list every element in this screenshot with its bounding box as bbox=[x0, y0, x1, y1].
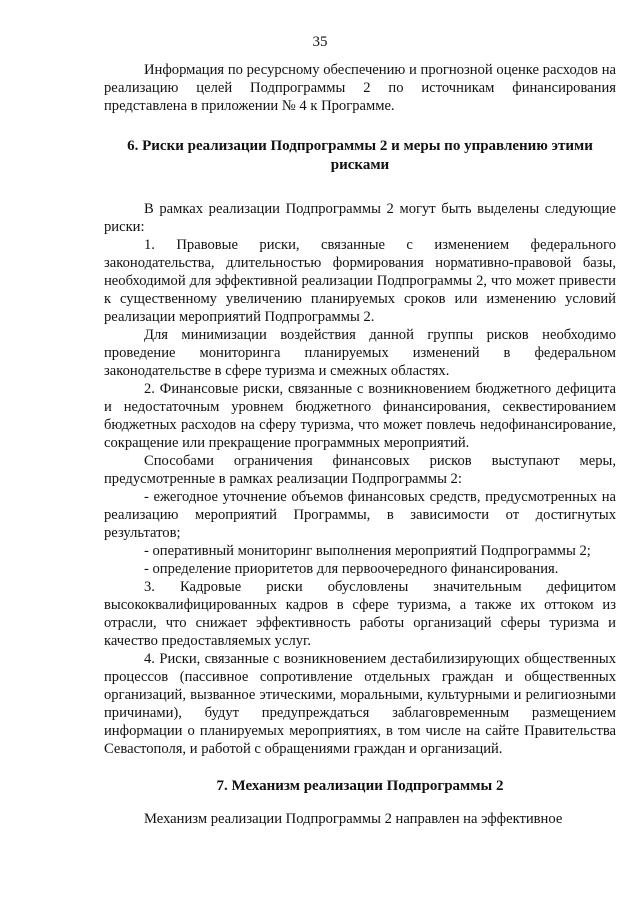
paragraph: 3. Кадровые риски обусловлены значительным дефицитом высококвалифицированных кадров в сфере туризма, а также их оттоком из отрасли, что снижает эффективность работы организаций сферы туризма и качество предоставляемых услуг. bbox=[104, 579, 616, 649]
paragraph: 4. Риски, связанные с возникновением дестабилизирующих общественных процессов (пассивное сопротивление отдельных граждан и общественных организаций, вызванное этическими, моральными, культурными и религиозными причинами), будут предупреждаться заблаговременным размещением информации о планируемых мероприятиях, в том числе на сайте Правительства Севастополя, и работой с обращениями граждан и организаций. bbox=[104, 651, 616, 757]
list-item: - определение приоритетов для первоочередного финансирования. bbox=[144, 561, 559, 577]
list-item: - ежегодное уточнение объемов финансовых средств, предусмотренных на реализацию мероприятий Программы, в зависимости от достигнутых результатов; bbox=[104, 489, 616, 541]
paragraph: Для минимизации воздействия данной группы рисков необходимо проведение мониторинга планируемых изменений в федеральном законодательстве в сфере туризма и смежных областях. bbox=[104, 327, 616, 379]
page-number: 35 bbox=[312, 34, 328, 50]
paragraph: 2. Финансовые риски, связанные с возникновением бюджетного дефицита и недостаточным уровнем бюджетного финансирования, секвестированием бюджетных расходов на сферу туризма, что может повлечь недофинансирование, сокращение или прекращение программных мероприятий. bbox=[104, 381, 616, 451]
list-item: - оперативный мониторинг выполнения мероприятий Подпрограммы 2; bbox=[144, 543, 591, 559]
paragraph: 1. Правовые риски, связанные с изменением федерального законодательства, длительностью формирования нормативно-правовой базы, необходимой для эффективной реализации Подпрограммы 2, что может привести к существенному увеличению планируемых сроков или изменению условий реализации мероприятий Подпрограммы 2. bbox=[104, 237, 616, 325]
paragraph: Механизм реализации Подпрограммы 2 направлен на эффективное bbox=[144, 811, 563, 827]
section-7-heading: 7. Механизм реализации Подпрограммы 2 bbox=[216, 778, 504, 794]
document-body bbox=[104, 61, 616, 828]
intro-paragraph: Информация по ресурсному обеспечению и прогнозной оценке расходов на реализацию целей Подпрограммы 2 по источникам финансирования представлена в приложении № 4 к Программе. bbox=[104, 62, 616, 114]
section-6-heading: 6. Риски реализации Подпрограммы 2 и меры по управлению этими рисками bbox=[127, 138, 593, 173]
paragraph: В рамках реализации Подпрограммы 2 могут быть выделены следующие риски: bbox=[104, 201, 616, 235]
paragraph: Способами ограничения финансовых рисков выступают меры, предусмотренные в рамках реализации Подпрограммы 2: bbox=[104, 453, 616, 487]
